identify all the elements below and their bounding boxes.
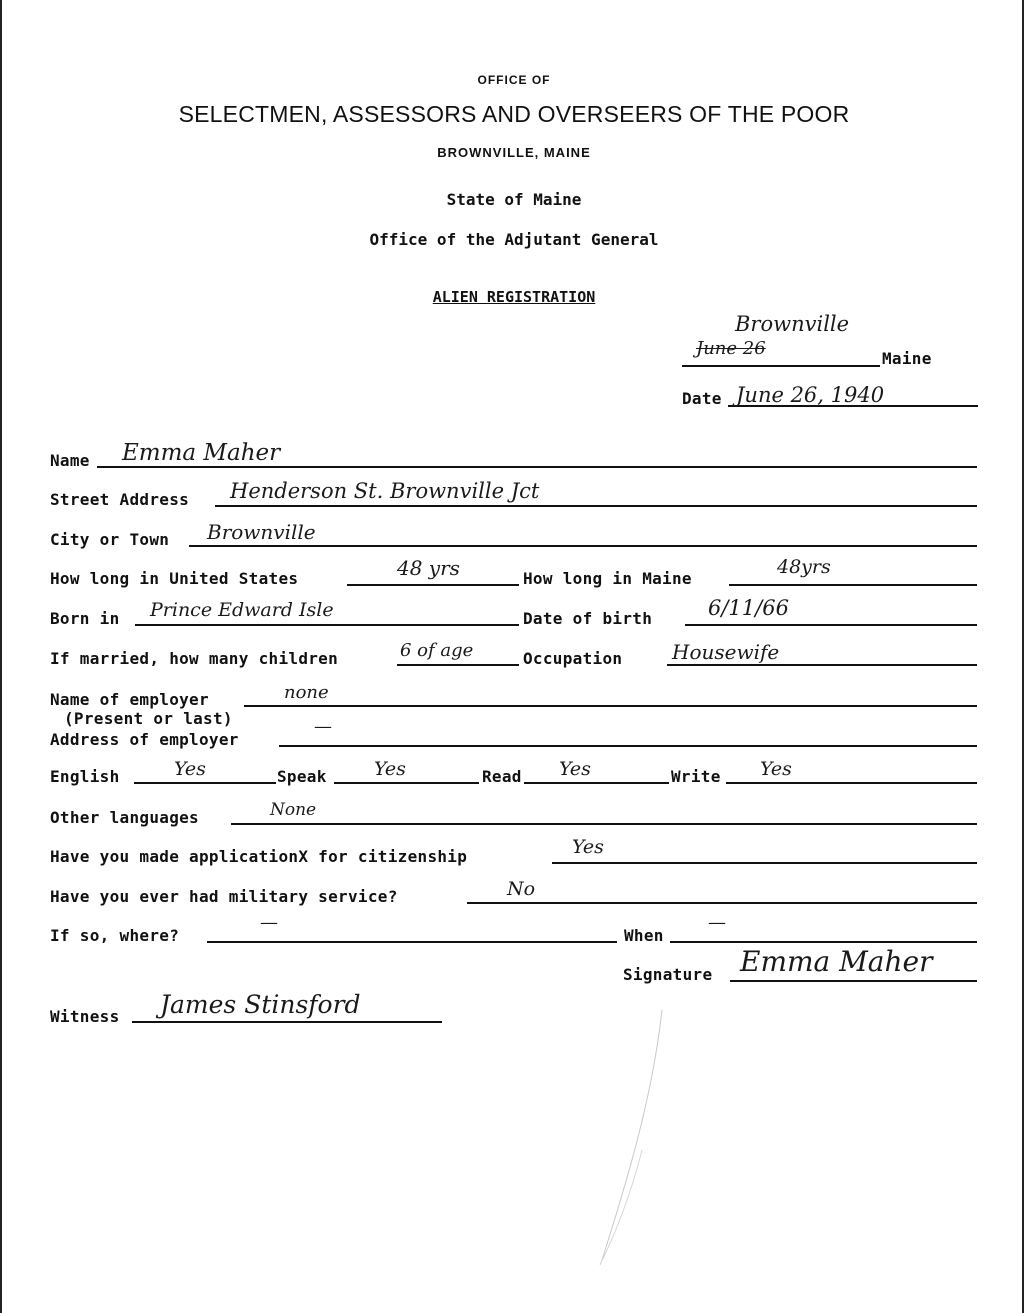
witness-label: Witness bbox=[50, 1007, 120, 1026]
employer-line bbox=[244, 705, 977, 707]
occupation-label: Occupation bbox=[523, 649, 623, 668]
military-label: Have you ever had military service? bbox=[50, 887, 398, 906]
name-value: Emma Maher bbox=[122, 440, 281, 466]
military-value: No bbox=[507, 878, 536, 900]
state-heading: State of Maine bbox=[446, 190, 582, 209]
letterhead-office-of: OFFICE OF bbox=[477, 73, 551, 87]
write-label: Write bbox=[671, 767, 721, 786]
place-handwritten: Brownville bbox=[735, 312, 850, 336]
place-struck: June 26 bbox=[696, 338, 766, 359]
citizenship-value: Yes bbox=[572, 836, 604, 858]
children-label: If married, how many children bbox=[50, 649, 339, 668]
form-title: ALIEN REGISTRATION bbox=[432, 288, 596, 306]
city-line bbox=[189, 545, 977, 547]
city-label: City or Town bbox=[50, 530, 170, 549]
employer-value: none bbox=[284, 682, 329, 703]
read-line bbox=[524, 782, 669, 784]
us-duration-value: 48 yrs bbox=[397, 556, 460, 580]
military-line bbox=[467, 902, 977, 904]
name-line bbox=[97, 466, 977, 468]
other-languages-line bbox=[231, 823, 977, 825]
citizenship-label: Have you made applicationX for citizenship bbox=[50, 847, 468, 866]
speak-value: Yes bbox=[374, 758, 406, 780]
english-line bbox=[134, 782, 276, 784]
city-value: Brownville bbox=[207, 520, 316, 544]
signature-line bbox=[730, 980, 977, 982]
citizenship-line bbox=[552, 862, 977, 864]
other-languages-value: None bbox=[270, 800, 317, 820]
children-line bbox=[397, 664, 519, 666]
employer-address-label: Address of employer bbox=[50, 730, 239, 749]
read-label: Read bbox=[482, 767, 522, 786]
street-line bbox=[215, 505, 977, 507]
maine-duration-label: How long in Maine bbox=[523, 569, 692, 588]
when-value: — bbox=[708, 912, 726, 933]
speak-line bbox=[334, 782, 479, 784]
office-heading: Office of the Adjutant General bbox=[369, 230, 659, 249]
street-value: Henderson St. Brownville Jct bbox=[230, 479, 540, 503]
read-value: Yes bbox=[559, 758, 591, 780]
signature-value: Emma Maher bbox=[740, 945, 933, 978]
maine-duration-line bbox=[729, 584, 977, 586]
maine-label: Maine bbox=[882, 349, 932, 368]
maine-duration-value: 48yrs bbox=[777, 556, 831, 578]
born-in-line bbox=[135, 624, 519, 626]
witness-line bbox=[132, 1021, 442, 1023]
dob-value: 6/11/66 bbox=[708, 596, 789, 620]
street-label: Street Address bbox=[50, 490, 190, 509]
speak-label: Speak bbox=[277, 767, 327, 786]
employer-label-note: (Present or last) bbox=[64, 709, 233, 728]
where-label: If so, where? bbox=[50, 926, 180, 945]
name-label: Name bbox=[50, 451, 90, 470]
date-value: June 26, 1940 bbox=[736, 383, 885, 407]
write-value: Yes bbox=[760, 758, 792, 780]
children-value: 6 of age bbox=[400, 640, 474, 661]
dob-line bbox=[685, 624, 977, 626]
place-line bbox=[682, 365, 880, 367]
when-line bbox=[670, 941, 977, 943]
us-duration-label: How long in United States bbox=[50, 569, 299, 588]
where-value: — bbox=[260, 912, 278, 933]
english-value: Yes bbox=[174, 758, 206, 780]
where-line bbox=[207, 941, 617, 943]
born-in-value: Prince Edward Isle bbox=[150, 599, 334, 621]
born-in-label: Born in bbox=[50, 609, 120, 628]
witness-value: James Stinsford bbox=[160, 990, 361, 1019]
english-label: English bbox=[50, 767, 120, 786]
other-languages-label: Other languages bbox=[50, 808, 199, 827]
us-duration-line bbox=[347, 584, 519, 586]
dob-label: Date of birth bbox=[523, 609, 653, 628]
employer-label: Name of employer bbox=[50, 690, 209, 709]
when-label: When bbox=[624, 926, 664, 945]
date-label: Date bbox=[682, 389, 722, 408]
occupation-line bbox=[667, 664, 977, 666]
write-line bbox=[726, 782, 977, 784]
employer-address-value: — bbox=[314, 716, 332, 737]
occupation-value: Housewife bbox=[672, 640, 780, 664]
letterhead-title: SELECTMEN, ASSESSORS AND OVERSEERS OF THE POOR bbox=[178, 101, 850, 127]
letterhead-location: BROWNVILLE, MAINE bbox=[437, 145, 591, 160]
employer-address-line bbox=[279, 745, 977, 747]
signature-label: Signature bbox=[623, 965, 713, 984]
